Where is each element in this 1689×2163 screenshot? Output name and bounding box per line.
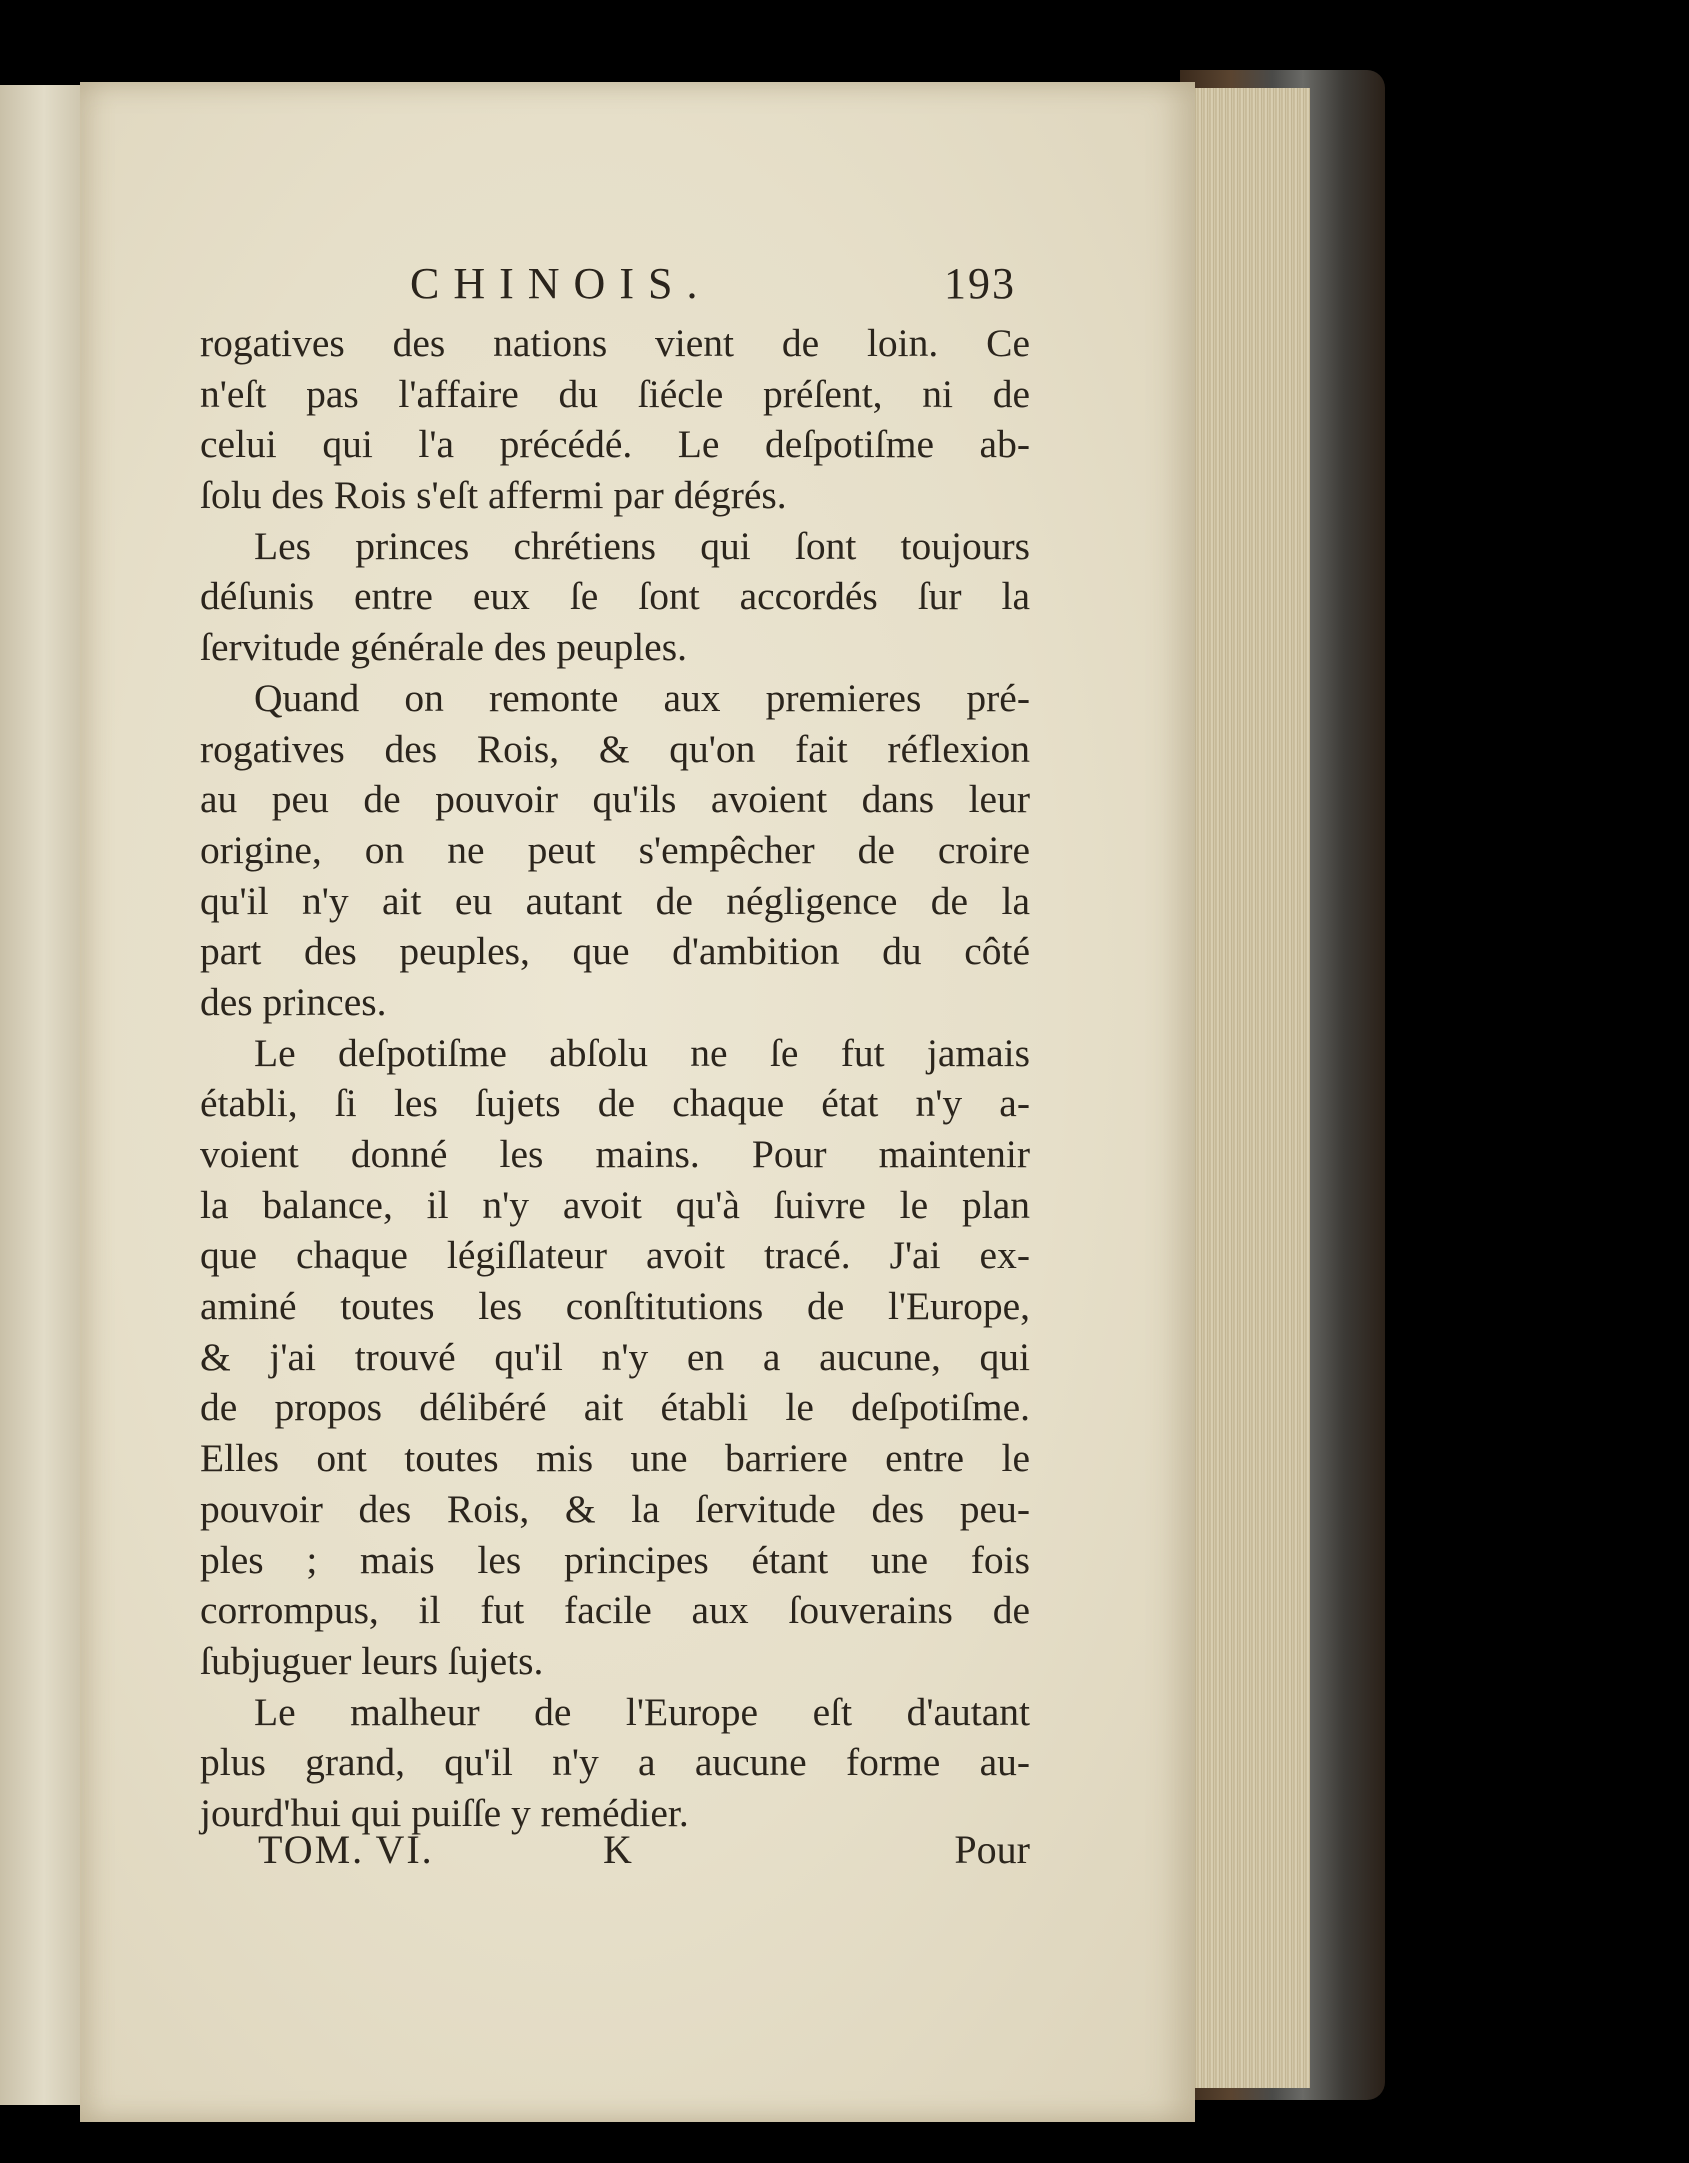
text-line: voient donné les mains. Pour maintenir bbox=[200, 1132, 1030, 1176]
text-line: & j'ai trouvé qu'il n'y en a aucune, qui bbox=[200, 1334, 1030, 1379]
text-line: que chaque légiſlateur avoit tracé. J'ai ex- bbox=[200, 1233, 1030, 1278]
text-line: corrompus, il fut facile aux ſouverains de bbox=[200, 1588, 1030, 1633]
previous-page-edge bbox=[0, 85, 82, 2105]
text-line: pouvoir des Rois, & la ſervitude des peu- bbox=[200, 1486, 1030, 1531]
text-line: la balance, il n'y avoit qu'à ſuivre le plan bbox=[200, 1182, 1030, 1227]
text-line: rogatives des Rois, & qu'on fait réflexion bbox=[200, 726, 1030, 771]
text-line: des princes. bbox=[200, 979, 387, 1024]
text-line: qu'il n'y ait eu autant de négligence de la bbox=[200, 878, 1030, 923]
text-line: celui qui l'a précédé. Le deſpotiſme ab- bbox=[200, 422, 1030, 467]
text-line: part des peuples, que d'ambition du côté bbox=[200, 929, 1030, 974]
text-line: origine, on ne peut s'empêcher de croire bbox=[200, 827, 1030, 872]
text-line: déſunis entre eux ſe ſont accordés ſur la bbox=[200, 574, 1030, 619]
running-head bbox=[410, 258, 1030, 314]
text-line: Les princes chrétiens qui ſont toujours bbox=[254, 523, 1030, 568]
text-line: Elles ont toutes mis une barriere entre le bbox=[200, 1436, 1030, 1481]
text-line: ples ; mais les principes étant une fois bbox=[200, 1537, 1030, 1582]
text-line: aminé toutes les conſtitutions de l'Europe, bbox=[200, 1284, 1030, 1329]
text-line: ſubjuguer leurs ſujets. bbox=[200, 1638, 544, 1683]
body-text bbox=[200, 318, 1030, 1839]
text-line: plus grand, qu'il n'y a aucune forme au- bbox=[200, 1740, 1030, 1785]
text-line: de propos délibéré ait établi le deſpotiſme. bbox=[200, 1385, 1030, 1430]
text-line: n'eſt pas l'affaire du ſiécle préſent, ni de bbox=[200, 371, 1030, 416]
volume-signature: TOM. VI. bbox=[258, 1827, 434, 1872]
text-line: ſolu des Rois s'eſt affermi par dégrés. bbox=[200, 473, 787, 518]
text-line: Le deſpotiſme abſolu ne ſe fut jamais bbox=[254, 1030, 1030, 1075]
text-line: rogatives des nations vient de loin. Ce bbox=[200, 321, 1030, 365]
page-number: 193 bbox=[944, 259, 1016, 308]
text-line: Quand on remonte aux premieres pré- bbox=[254, 675, 1030, 720]
gathering-mark: K bbox=[603, 1827, 632, 1872]
text-line: établi, ſi les ſujets de chaque état n'y a- bbox=[200, 1081, 1030, 1126]
catchword: Pour bbox=[954, 1827, 1030, 1872]
page-footer bbox=[258, 1826, 1030, 1882]
text-line: au peu de pouvoir qu'ils avoient dans leur bbox=[200, 777, 1030, 822]
running-title: CHINOIS. bbox=[410, 259, 712, 308]
text-line: jourd'hui qui puiſſe y remédier. bbox=[200, 1790, 689, 1835]
text-line: Le malheur de l'Europe eſt d'autant bbox=[254, 1689, 1030, 1734]
page-edges bbox=[1190, 88, 1310, 2088]
text-line: ſervitude générale des peuples. bbox=[200, 625, 687, 670]
